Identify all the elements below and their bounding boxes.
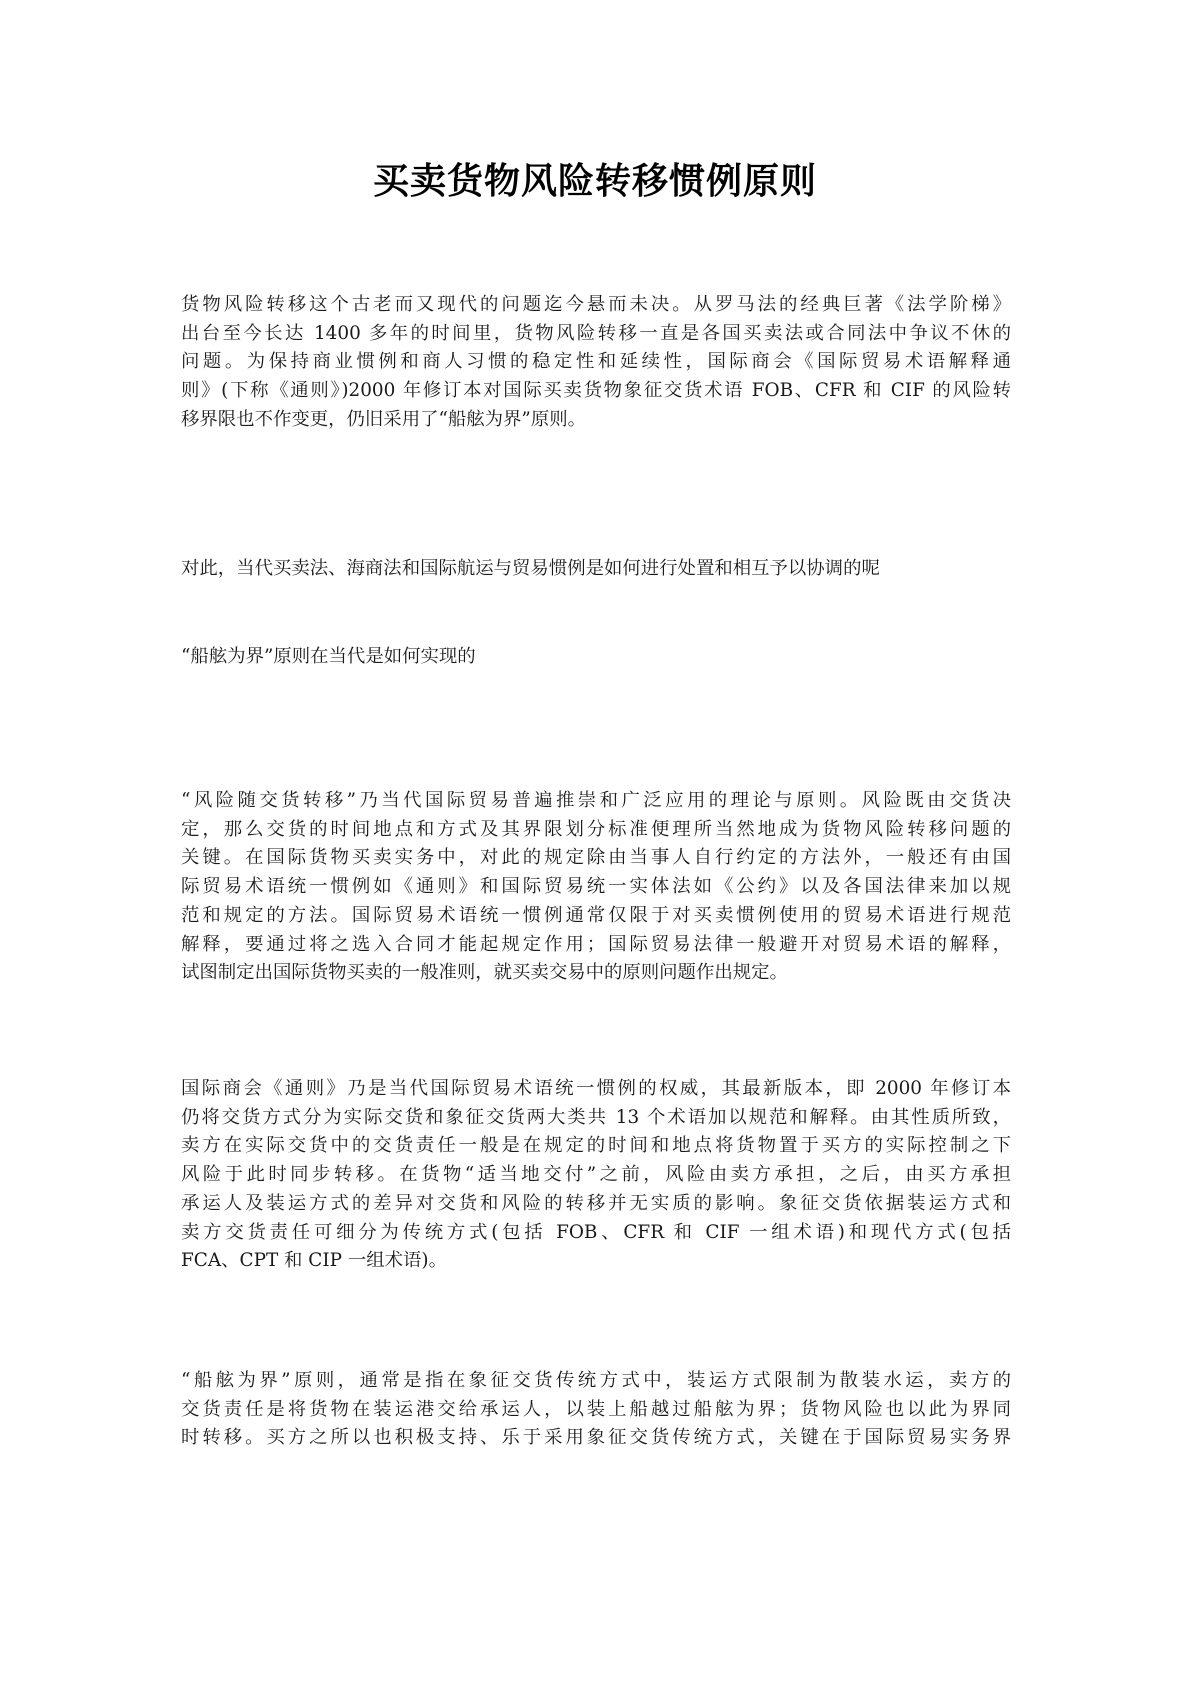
paragraph-line: 范和规定的方法。国际贸易术语统一惯例通常仅限于对买卖惯例使用的贸易术语进行规范	[181, 904, 1011, 926]
paragraph-2	[181, 555, 1011, 584]
paragraph-line: 卖方在实际交货中的交货责任一般是在规定的时间和地点将货物置于买方的实际控制之下	[181, 1135, 1011, 1157]
paragraph-line: 则》(下称《通则》)2000 年修订本对国际买卖货物象征交货术语 FOB、CFR 和 CIF 的风险转	[181, 380, 1011, 402]
paragraph-line: 国际商会《通则》乃是当代国际贸易术语统一惯例的权威，其最新版本，即 2000 年修订本	[181, 1078, 1011, 1099]
paragraph-line: 仍将交货方式分为实际交货和象征交货两大类共 13 个术语加以规范和解释。由其性质所致，	[181, 1106, 1011, 1128]
paragraph-5	[181, 1075, 1011, 1276]
paragraph-line: 际贸易术语统一惯例如《通则》和国际贸易统一实体法如《公约》以及各国法律来加以规	[181, 876, 1011, 898]
paragraph-line: 关键。在国际货物买卖实务中，对此的规定除由当事人自行约定的方法外，一般还有由国	[181, 847, 1011, 869]
paragraph-line: 移界限也不作变更，仍旧采用了“船舷为界”原则。	[181, 408, 587, 430]
paragraph-line: 风险于此时同步转移。在货物“适当地交付”之前，风险由卖方承担，之后，由买方承担	[181, 1164, 1011, 1186]
paragraph-line: 交货责任是将货物在装运港交给承运人，以装上船越过船舷为界；货物风险也以此为界同	[181, 1398, 1011, 1420]
document-title: 买卖货物风险转移惯例原则	[372, 161, 817, 202]
paragraph-line: 解释，要通过将之选入合同才能起规定作用；国际贸易法律一般避开对贸易术语的解释，	[181, 933, 1011, 955]
paragraph-1	[181, 291, 1011, 435]
paragraph-line: 问题。为保持商业惯例和商人习惯的稳定性和延续性，国际商会《国际贸易术语解释通	[181, 351, 1011, 373]
paragraph-line: 出台至今长达 1400 多年的时间里，货物风险转移一直是各国买卖法或合同法中争议不休的	[181, 322, 1011, 344]
paragraph-line: 对此，当代买卖法、海商法和国际航运与贸易惯例是如何进行处置和相互予以协调的呢	[181, 558, 880, 579]
paragraph-line: “船舷为界”原则在当代是如何实现的	[181, 646, 476, 667]
paragraph-line: 货物风险转移这个古老而又现代的问题迄今悬而未决。从罗马法的经典巨著《法学阶梯》	[181, 294, 1011, 315]
paragraph-line: 定，那么交货的时间地点和方式及其界限划分标准便理所当然地成为货物风险转移问题的	[181, 818, 1011, 840]
paragraph-6	[181, 1367, 1011, 1453]
paragraph-line: 卖方交货责任可细分为传统方式(包括 FOB、CFR 和 CIF 一组术语)和现代方式(包括	[181, 1221, 1011, 1243]
paragraph-line: “船舷为界”原则，通常是指在象征交货传统方式中，装运方式限制为散装水运，卖方的	[181, 1370, 1011, 1391]
paragraph-line: FCA、CPT 和 CIP 一组术语)。	[181, 1250, 447, 1272]
paragraph-4	[181, 787, 1011, 988]
paragraph-3	[181, 643, 1011, 672]
paragraph-line: 承运人及装运方式的差异对交货和风险的转移并无实质的影响。象征交货依据装运方式和	[181, 1192, 1011, 1214]
paragraph-line: 试图制定出国际货物买卖的一般准则，就买卖交易中的原则问题作出规定。	[181, 962, 788, 984]
paragraph-line: “风险随交货转移”乃当代国际贸易普遍推崇和广泛应用的理论与原则。风险既由交货决	[181, 790, 1011, 811]
paragraph-line: 时转移。买方之所以也积极支持、乐于采用象征交货传统方式，关键在于国际贸易实务界	[181, 1427, 1011, 1449]
